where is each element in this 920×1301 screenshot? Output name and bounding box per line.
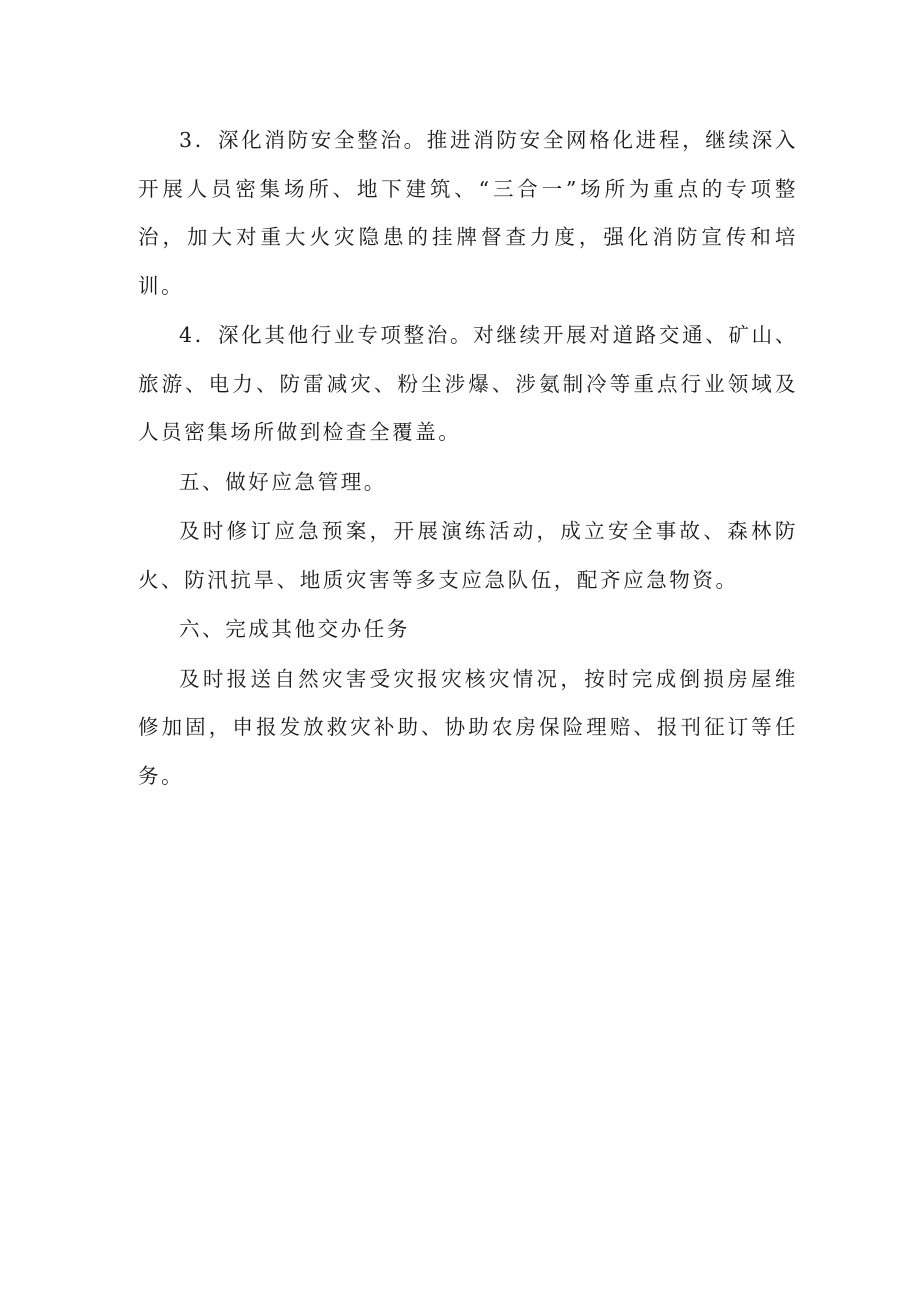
paragraph-other-tasks: 及时报送自然灾害受灾报灾核灾情况，按时完成倒损房屋维修加固，申报发放救灾补助、协助农房保险理赔、报刊征订等任务。 [138, 666, 798, 788]
paragraph-emergency-management: 及时修订应急预案，开展演练活动，成立安全事故、森林防火、防汛抗旱、地质灾害等多支应急队伍，配齐应急物资。 [138, 519, 798, 592]
section-heading-other-tasks: 六、完成其他交办任务 [179, 617, 410, 641]
paragraph-industry-rectification: 4．深化其他行业专项整治。对继续开展对道路交通、矿山、旅游、电力、防雷减灾、粉尘涉爆、涉氨制冷等重点行业领域及人员密集场所做到检查全覆盖。 [138, 323, 798, 444]
document-body [138, 116, 798, 800]
section-heading-emergency-management: 五、做好应急管理。 [179, 469, 387, 494]
paragraph-fire-safety: 3．深化消防安全整治。推进消防安全网格化进程，继续深入开展人员密集场所、地下建筑、“三合一”场所为重点的专项整治，加大对重大火灾隐患的挂牌督查力度，强化消防宣传和培训。 [138, 128, 798, 298]
